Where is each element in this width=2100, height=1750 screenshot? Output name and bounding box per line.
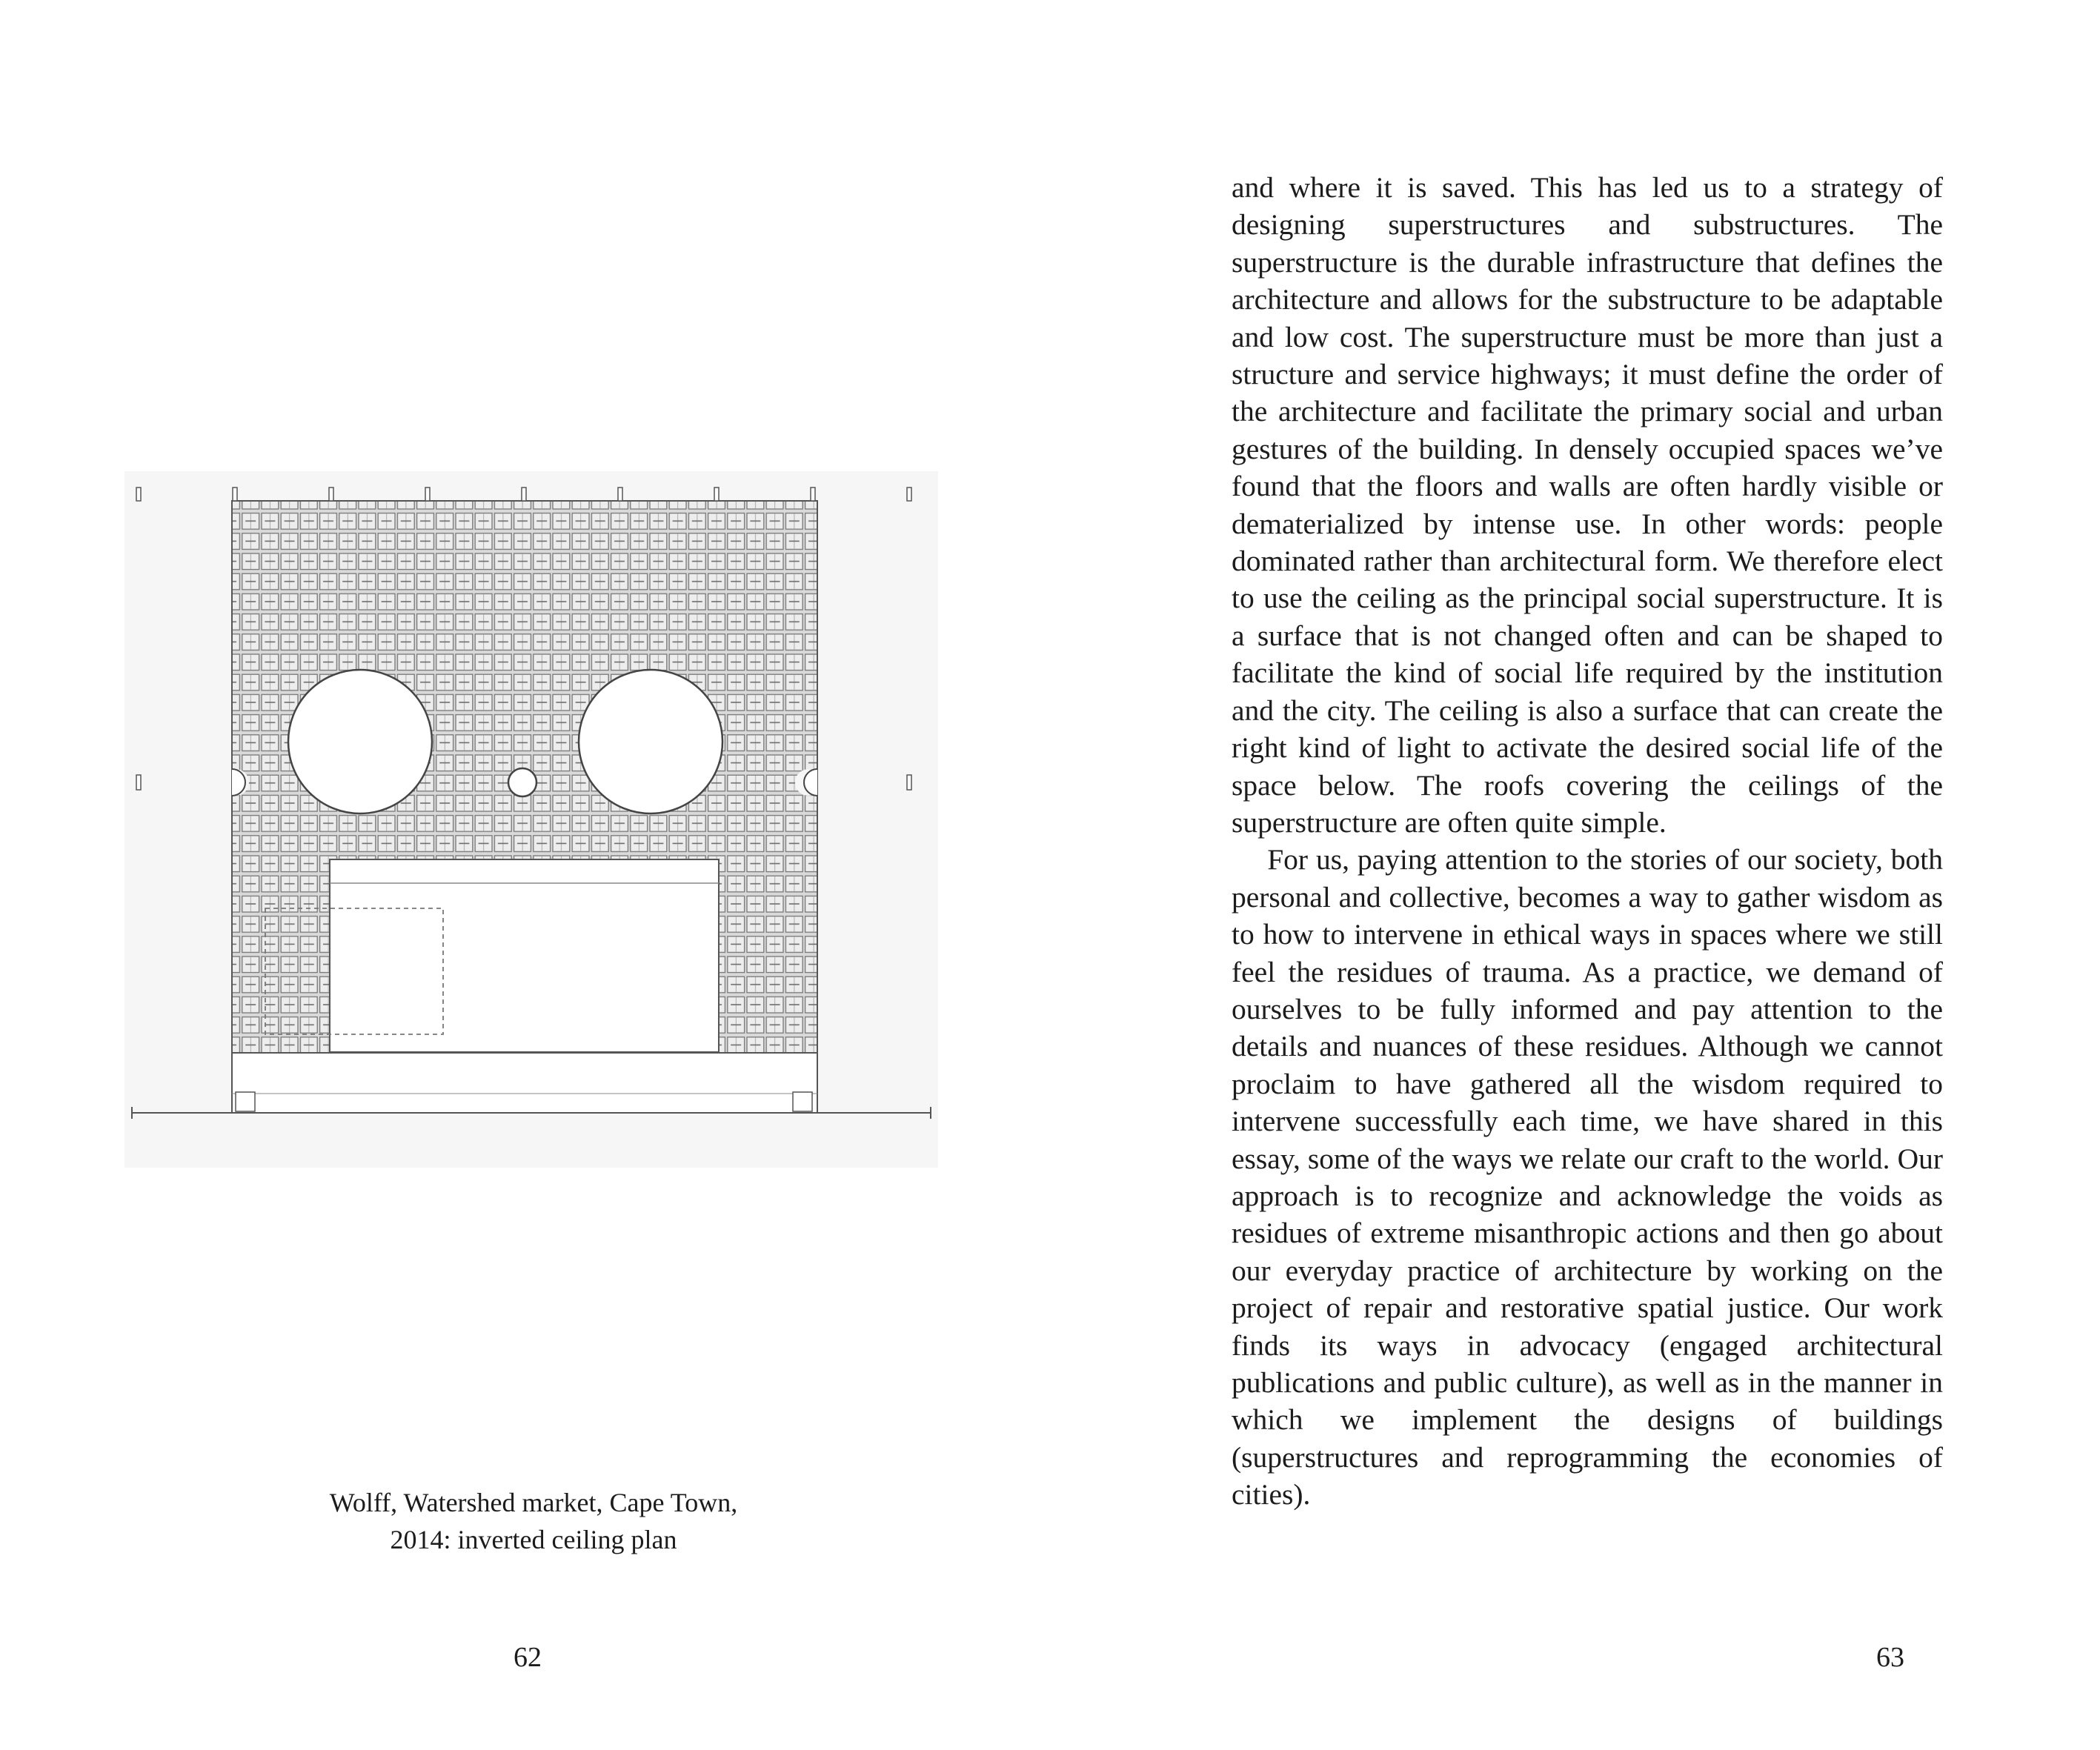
ceiling-plan-drawing (124, 471, 938, 1168)
essay-body (1232, 169, 1943, 1514)
figure-caption (222, 1484, 845, 1558)
ceiling-plan-figure (124, 471, 938, 1168)
page-number-left: 62 (514, 1642, 542, 1673)
caption-line-1: Wolff, Watershed market, Cape Town, (329, 1488, 738, 1517)
caption-line-2: 2014: inverted ceiling plan (390, 1525, 677, 1554)
page-number-right: 63 (1876, 1642, 1904, 1673)
right-page (1050, 0, 2100, 1750)
paragraph-2: For us, paying attention to the stories of our society, both personal and collective, becomes a way to gather wisdom as to how to intervene in ethical ways in spaces where we still feel the residues of trauma. As a practice, we demand of ourselves to be fully informed and pay attention to the details and nuances of these residues. Although we cannot proclaim to have gathered all the wisdom required to intervene successfully each time, we have shared in this essay, some of the ways we relate our craft to the world. Our approach is to recognize and acknowledge the voids as residues of extreme misanthropic actions and then go about our everyday practice of architecture by working on the project of repair and restorative spatial justice. Our work finds its ways in advocacy (engaged architectural publications and public culture), as well as in the manner in which we implement the designs of buildings (superstructures and reprogramming the economies of cities). (1232, 843, 1943, 1511)
paragraph-1: and where it is saved. This has led us to a strategy of designing superstructures and substructures. The superstructure is the durable infrastructure that defines the architecture and allows for the substructure to be adaptable and low cost. The superstructure must be more than just a structure and service highways; it must define the order of the architecture and facilitate the primary social and urban gestures of the building. In densely occupied spaces we’ve found that the floors and walls are often hardly visible or dematerialized by intense use. In other words: people dominated rather than architectural form. We therefore elect to use the ceiling as the principal social superstructure. It is a surface that is not changed often and can be shaped to facilitate the kind of social life required by the institution and the city. The ceiling is also a surface that can create the right kind of light to activate the desired social life of the space below. The roofs covering the ceilings of the superstructure are often quite simple. (1232, 171, 1943, 839)
